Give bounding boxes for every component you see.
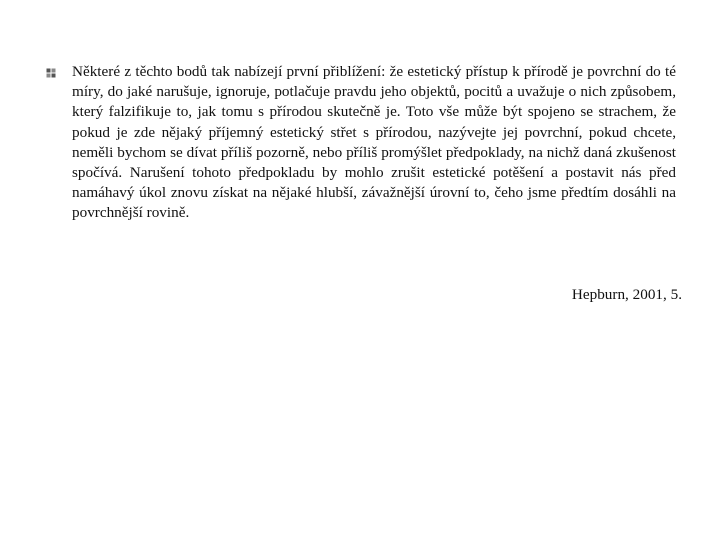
quote-bullet-item — [46, 62, 676, 224]
quote-text: Některé z těchto bodů tak nabízejí první přiblížení: že estetický přístup k přírodě je povrchní do té míry, do jaké narušuje, ignoruje, potlačuje pravdu jeho objektů, pocitů a uvažuje o nich způsobem, který falzifikuje to, jak tomu s přírodou skutečně je. Toto vše může být spojeno se strachem, že pokud je zde nějaký příjemný estetický střet s přírodou, nazývejte jej povrchní, pokud chcete, neměli bychom se dívat příliš pozorně, nebo příliš promýšlet předpoklady, na nichž daná zkušenost spočívá. Narušení tohoto předpokladu by mohlo zrušit estetické potěšení a postavit nás před namáhavý úkol znovu získat na nějaké hlubší, závažnější úrovní to, čeho jsme předtím dosáhli na povrchnější rovině. — [72, 63, 676, 222]
bullet-marker-icon — [46, 62, 72, 79]
citation: Hepburn, 2001, 5. — [571, 286, 682, 303]
